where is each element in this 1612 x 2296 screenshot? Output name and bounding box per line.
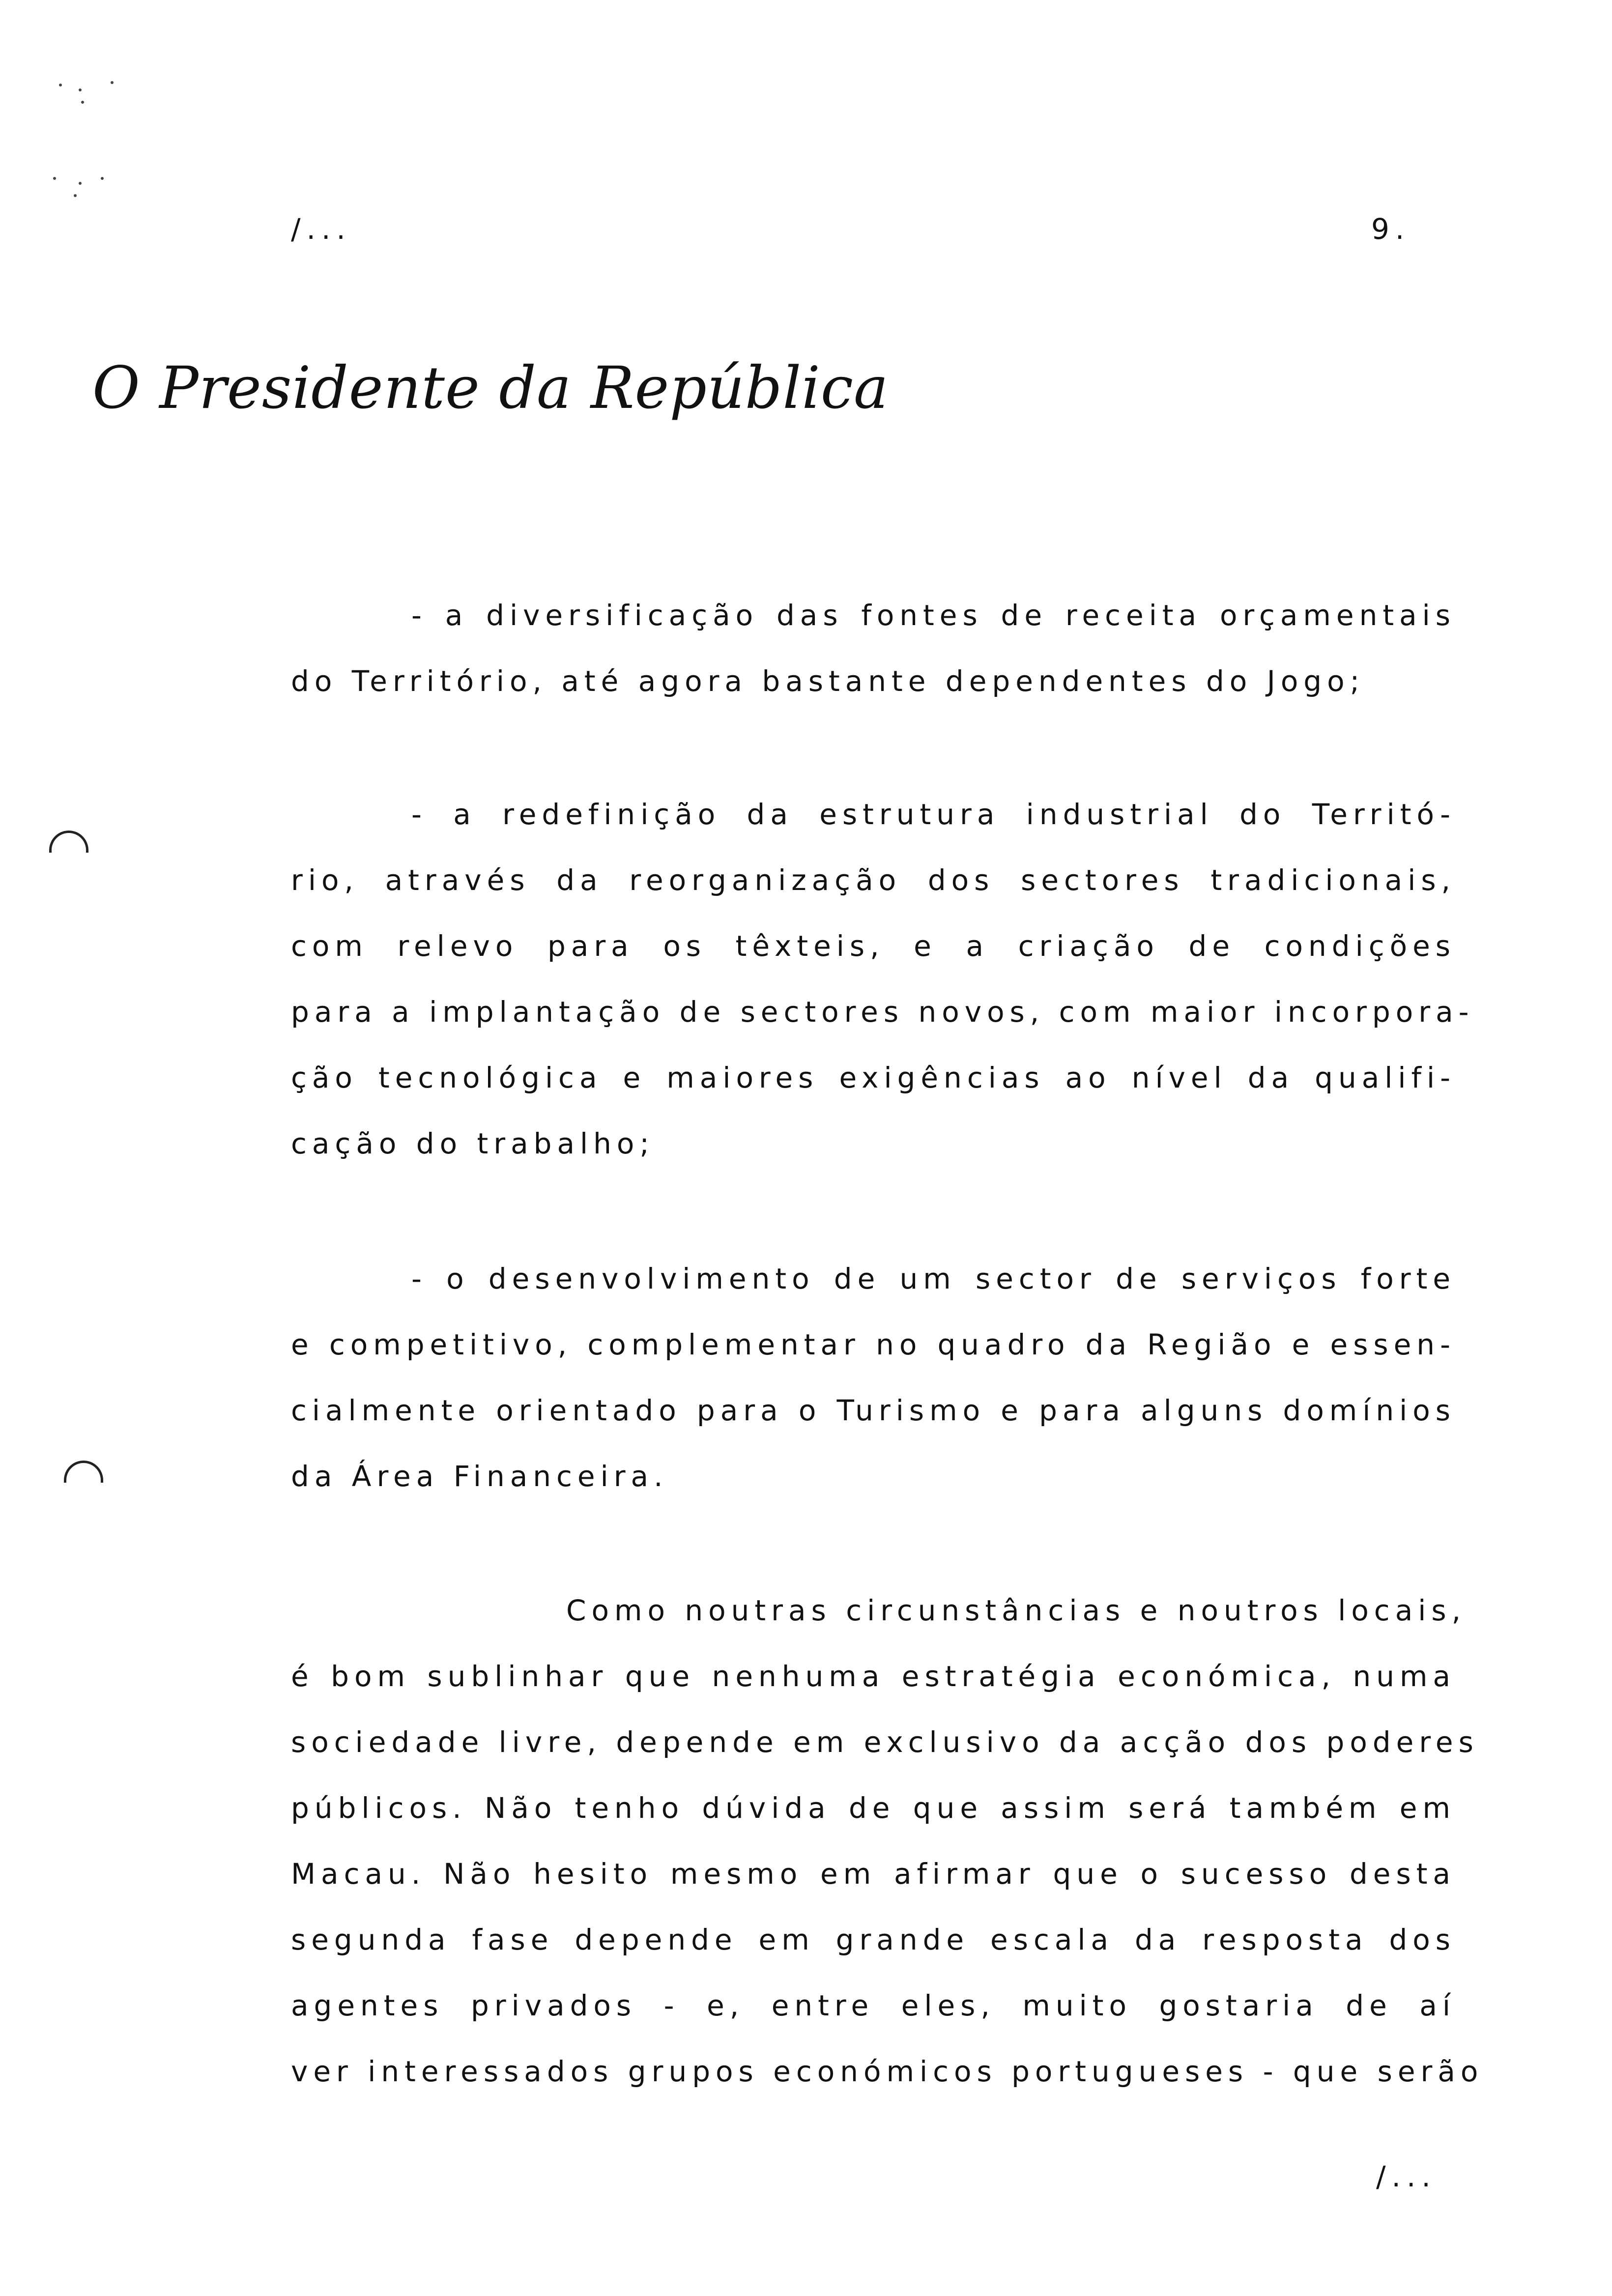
continued-marker: /... <box>291 212 351 246</box>
next-page-marker: /... <box>1376 2160 1437 2193</box>
text-line: Macau. Não hesito mesmo em afirmar que o sucesso desta <box>291 1857 1456 1891</box>
text-line: do Território, até agora bastante dependentes do Jogo; <box>291 664 1365 698</box>
scan-speck <box>111 81 114 84</box>
text-line: agentes privados - e, entre eles, muito gostaria de aí <box>291 1989 1456 2022</box>
text-line: sociedade livre, depende em exclusivo da acção dos poderes <box>291 1725 1479 1759</box>
paragraph <box>291 1578 1484 2104</box>
text-line: - a redefinição da estrutura industrial do Territó- <box>411 798 1456 831</box>
text-line: cialmente orientado para o Turismo e para alguns domínios <box>291 1394 1456 1427</box>
text-line: da Área Financeira. <box>291 1460 668 1493</box>
text-line: segunda fase depende em grande escala da resposta dos <box>291 1923 1456 1956</box>
scan-speck <box>81 101 84 104</box>
punch-hole <box>49 831 88 853</box>
scan-speck <box>53 177 56 180</box>
scan-speck <box>59 84 62 86</box>
text-line: ver interessados grupos económicos portugueses - que serão <box>291 2055 1484 2088</box>
scan-speck <box>74 194 77 197</box>
paragraph <box>291 1246 1456 1509</box>
punch-hole <box>64 1461 103 1483</box>
paragraph <box>291 781 1474 1177</box>
text-line: com relevo para os têxteis, e a criação de condições <box>291 929 1456 963</box>
scan-speck <box>79 182 82 185</box>
text-line: e competitivo, complementar no quadro da Região e essen- <box>291 1328 1456 1361</box>
text-line: para a implantação de sectores novos, com maior incorpora- <box>291 995 1474 1029</box>
letterhead: O Presidente da República <box>92 354 889 422</box>
text-line: públicos. Não tenho dúvida de que assim será também em <box>291 1791 1456 1825</box>
text-line: - o desenvolvimento de um sector de serviços forte <box>411 1262 1456 1295</box>
paragraph <box>291 582 1456 714</box>
page-number: 9. <box>1371 212 1410 246</box>
text-line: rio, através da reorganização dos sectores tradicionais, <box>291 863 1456 897</box>
text-line: - a diversificação das fontes de receita orçamentais <box>411 599 1456 632</box>
scan-speck <box>79 88 82 91</box>
text-line: ção tecnológica e maiores exigências ao nível da qualifi- <box>291 1061 1456 1094</box>
text-line: cação do trabalho; <box>291 1127 655 1160</box>
text-line: Como noutras circunstâncias e noutros locais, <box>566 1594 1467 1627</box>
scan-speck <box>101 177 104 180</box>
text-line: é bom sublinhar que nenhuma estratégia económica, numa <box>291 1660 1456 1693</box>
